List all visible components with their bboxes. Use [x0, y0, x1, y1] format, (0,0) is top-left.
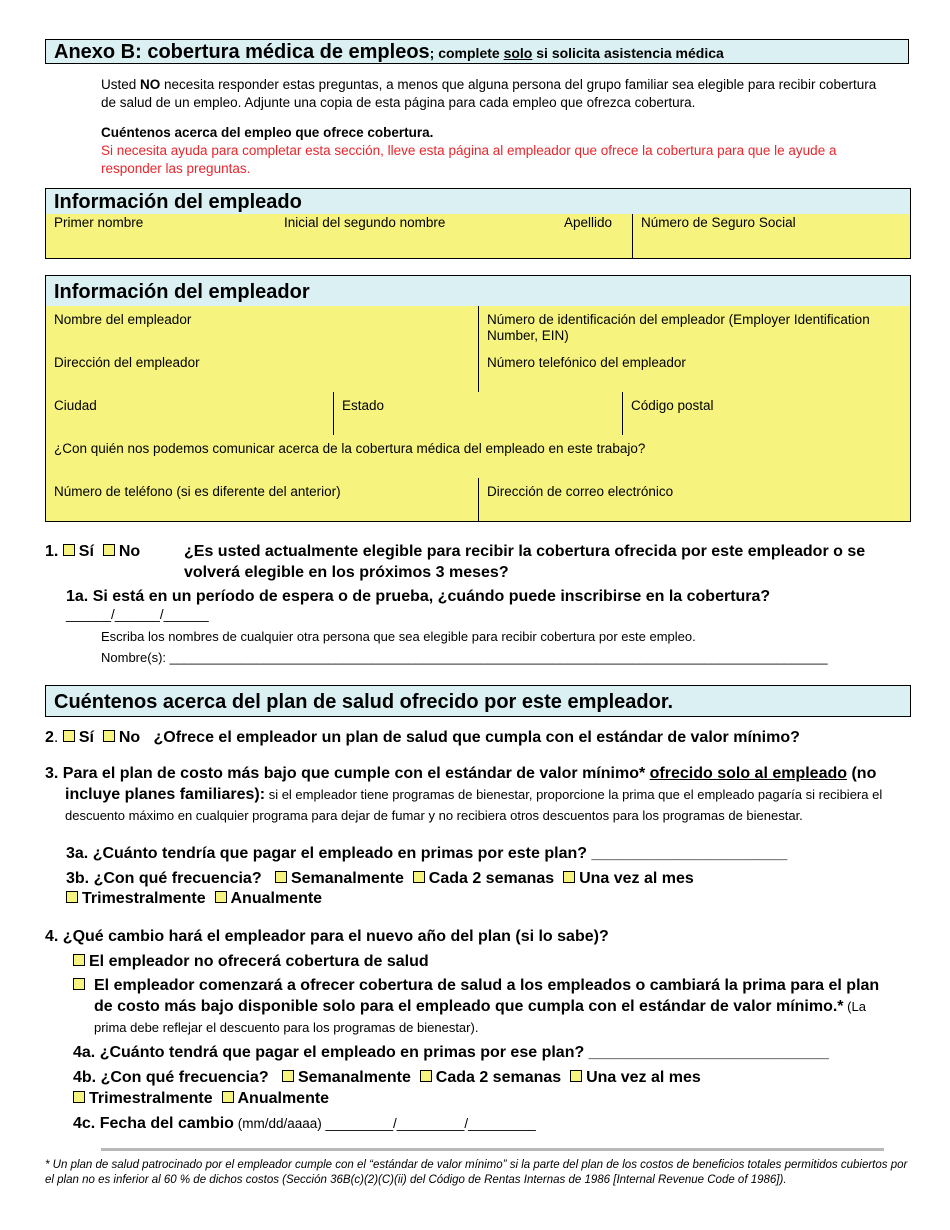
- q3b-weekly-label: Semanalmente: [290, 870, 404, 887]
- annex-title-text: Anexo B: cobertura médica de empleos: [54, 41, 430, 63]
- q1-yes-checkbox[interactable]: [63, 544, 75, 556]
- email-label: Dirección de correo electrónico: [487, 484, 674, 499]
- q3b-text: 3b. ¿Con qué frecuencia?: [66, 870, 262, 887]
- q3-note: si el empleador tiene programas de bienestar, proporcione la prima que el empleado pagaría si recibiera el descuento máximo en cualquier programa para dejar de fumar y no recibiera otros descuentos para los programas de bienestar.: [65, 787, 883, 823]
- q1-text-block: [168, 541, 903, 583]
- employer-address-label: Dirección del empleador: [54, 355, 200, 370]
- q4c-text: 4c. Fecha del cambio: [73, 1115, 234, 1132]
- q4b-weekly-checkbox[interactable]: [282, 1070, 294, 1082]
- question-3: [45, 763, 885, 826]
- intro-bold: NO: [140, 77, 161, 92]
- q4-opt1-label: El empleador no ofrecerá cobertura de salud: [89, 953, 429, 970]
- zip-label: Código postal: [631, 398, 714, 413]
- q2-no-checkbox[interactable]: [103, 730, 115, 742]
- city-label: Ciudad: [54, 398, 97, 413]
- email-cell[interactable]: [479, 478, 910, 521]
- q3b-annually-checkbox[interactable]: [215, 891, 227, 903]
- alt-phone-label: Número de teléfono (si es diferente del anterior): [54, 484, 341, 499]
- q2-number: 2: [45, 729, 54, 746]
- employee-section: [45, 188, 911, 259]
- state-cell[interactable]: [334, 392, 623, 436]
- q4b-biweekly-label: Cada 2 semanas: [435, 1069, 562, 1086]
- zip-cell[interactable]: [623, 392, 910, 436]
- q4b-annually-label: Anualmente: [237, 1090, 330, 1107]
- q4b-monthly-label: Una vez al mes: [586, 1069, 701, 1086]
- intro-help-heading: Cuéntenos acerca del empleo que ofrece cobertura.: [101, 125, 434, 140]
- q3b-biweekly-checkbox[interactable]: [413, 871, 425, 883]
- q1-yes-label: Sí: [78, 543, 94, 560]
- intro-help-red: Si necesita ayuda para completar esta sección, lleve esta página al empleador que ofrece la cobertura para que le ayude a responder las preguntas.: [101, 143, 837, 176]
- employer-phone-label: Número telefónico del empleador: [487, 355, 686, 370]
- plan-section-heading: Cuéntenos acerca del plan de salud ofrecido por este empleador.: [54, 691, 674, 713]
- employer-name-cell[interactable]: [46, 306, 479, 350]
- subtitle-post: si solicita asistencia médica: [532, 45, 724, 61]
- q4c-row[interactable]: [73, 1113, 536, 1134]
- state-label: Estado: [342, 398, 385, 413]
- q3b-monthly-label: Una vez al mes: [579, 870, 694, 887]
- q4-opt2-checkbox[interactable]: [73, 978, 85, 990]
- ssn-label: Número de Seguro Social: [641, 215, 796, 230]
- q3b-biweekly-label: Cada 2 semanas: [428, 870, 555, 887]
- employer-section: [45, 275, 911, 522]
- q1a-date-field[interactable]: ______/______/______: [66, 607, 209, 622]
- q4-opt1-checkbox[interactable]: [73, 954, 85, 966]
- ein-cell[interactable]: [479, 306, 910, 350]
- q4b-weekly-label: Semanalmente: [297, 1069, 411, 1086]
- intro-paragraph: [101, 76, 881, 112]
- q4b-row-2: [73, 1088, 329, 1109]
- q4-opt2-row: [94, 975, 894, 1038]
- q4a-text[interactable]: 4a. ¿Cuánto tendrá que pagar el empleado en primas por ese plan? ___________________________: [73, 1044, 829, 1061]
- q2-yes-label: Sí: [78, 729, 94, 746]
- q3-bold-tail: (no incluye planes familiares):: [65, 765, 877, 803]
- footnote-divider: [101, 1148, 884, 1151]
- annex-title: [54, 41, 724, 64]
- names-field[interactable]: Nombre(s): ___________________________________________________________________________________________: [101, 650, 828, 665]
- q4-opt2-label: El empleador comenzará a ofrecer cobertura de salud a los empleados o cambiará la prima para el plan de costo más bajo disponible solo para el empleado que cumpla con el estándar de valor mínimo.*: [94, 977, 880, 1015]
- q2-text: ¿Ofrece el empleador un plan de salud que cumpla con el estándar de valor mínimo?: [153, 729, 800, 746]
- q3b-monthly-checkbox[interactable]: [563, 871, 575, 883]
- q3b-quarterly-checkbox[interactable]: [66, 891, 78, 903]
- q3b-row: [66, 868, 694, 889]
- q4b-text: 4b. ¿Con qué frecuencia?: [73, 1069, 269, 1086]
- q2-yes-checkbox[interactable]: [63, 730, 75, 742]
- q4b-row: [73, 1067, 701, 1088]
- employee-heading: Información del empleado: [46, 189, 910, 215]
- q4-text: 4. ¿Qué cambio hará el empleador para el nuevo año del plan (si lo sabe)?: [45, 928, 609, 945]
- q1-number: 1.: [45, 543, 59, 560]
- intro-post: necesita responder estas preguntas, a menos que alguna persona del grupo familiar sea elegible para recibir cobertura de salud de un empleo. Adjunte una copia de esta página para cada empleo que ofrezca cobertura.: [101, 77, 877, 110]
- q4b-annually-checkbox[interactable]: [222, 1091, 234, 1103]
- q3a-text[interactable]: 3a. ¿Cuánto tendría que pagar el empleado en primas por este plan? ______________________: [66, 845, 788, 862]
- q2-no-label: No: [118, 729, 141, 746]
- ein-label: Número de identificación del empleador (Employer Identification Number, EIN): [487, 312, 870, 343]
- q3-underlined: ofrecido solo al empleado: [649, 765, 848, 782]
- q4c-format: (mm/dd/aaaa) _________/_________/_________: [233, 1116, 536, 1131]
- q4b-monthly-checkbox[interactable]: [570, 1070, 582, 1082]
- footnote: * Un plan de salud patrocinado por el empleador cumple con el “estándar de valor mínimo” si la parte del plan de los costos de beneficios totales permitidos cubiertos por el plan no es inferior al 60 % de dichos costos (Sección 36B(c)(2)(C)(ii) del Código de Rentas Internas de 1986 [Internal Revenue Code of 1986]).: [45, 1159, 908, 1186]
- q1-no-label: No: [118, 543, 141, 560]
- contact-label: ¿Con quién nos podemos comunicar acerca de la cobertura médica del empleado en este trabajo?: [54, 441, 646, 456]
- q4b-biweekly-checkbox[interactable]: [420, 1070, 432, 1082]
- subtitle-underlined: solo: [503, 45, 533, 61]
- employee-name-cell[interactable]: [46, 214, 632, 258]
- contact-cell[interactable]: [46, 435, 910, 479]
- q3b-annually-label: Anualmente: [230, 890, 323, 907]
- q1a-text: 1a. Si está en un período de espera o de prueba, ¿cuándo puede inscribirse en la cobertura?: [66, 588, 771, 605]
- employer-address-cell[interactable]: [46, 349, 479, 393]
- q4b-quarterly-label: Trimestralmente: [89, 1090, 213, 1107]
- employer-phone-cell[interactable]: [479, 349, 910, 393]
- last-name-label: Apellido: [564, 215, 613, 230]
- employer-name-label: Nombre del empleador: [54, 312, 192, 327]
- q4-opt1-row: [73, 951, 429, 972]
- ssn-cell[interactable]: [632, 214, 910, 258]
- annex-title-bar: [45, 39, 909, 64]
- q3b-weekly-checkbox[interactable]: [275, 871, 287, 883]
- alt-phone-cell[interactable]: [46, 478, 479, 521]
- intro-pre: Usted: [101, 77, 141, 92]
- plan-section-heading-box: [45, 685, 911, 717]
- middle-initial-label: Inicial del segundo nombre: [284, 215, 446, 230]
- others-note: Escriba los nombres de cualquier otra persona que sea elegible para recibir cobertura por este empleo.: [101, 629, 696, 644]
- q4-opt2-note: (La prima debe reflejar el descuento para los programas de bienestar).: [94, 999, 866, 1035]
- first-name-label: Primer nombre: [54, 215, 144, 230]
- q1-no-checkbox[interactable]: [103, 544, 115, 556]
- question-2: 2. Sí No ¿Ofrece el empleador un plan de salud que cumpla con el estándar de valor mínimo?: [45, 729, 800, 746]
- q4b-quarterly-checkbox[interactable]: [73, 1091, 85, 1103]
- employer-heading: Información del empleador: [46, 276, 910, 307]
- q3-lead: 3. Para el plan de costo más bajo que cumple con el estándar de valor mínimo*: [45, 765, 650, 782]
- subtitle-pre: ; complete: [429, 45, 504, 61]
- q3b-row-2: [66, 888, 322, 909]
- q3b-quarterly-label: Trimestralmente: [82, 890, 206, 907]
- intro-help: [101, 124, 881, 178]
- city-cell[interactable]: [46, 392, 334, 436]
- q1-text: ¿Es usted actualmente elegible para recibir la cobertura ofrecida por este empleador o se volverá elegible en los próximos 3 meses?: [184, 543, 866, 581]
